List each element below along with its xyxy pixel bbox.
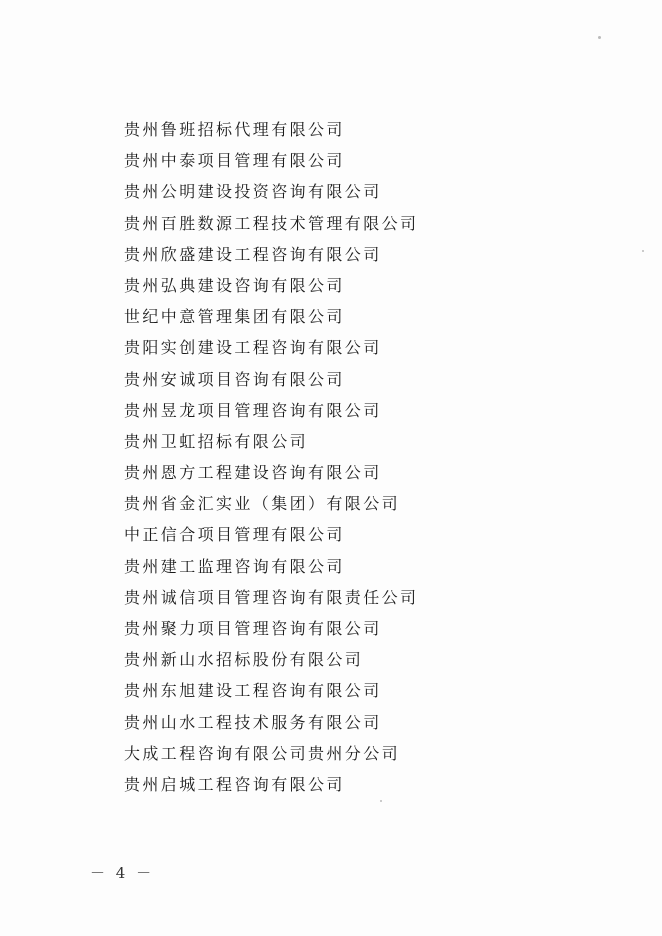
company-item: 贵州百胜数源工程技术管理有限公司	[124, 213, 419, 233]
company-item: 贵州聚力项目管理咨询有限公司	[124, 619, 382, 638]
company-item: 贵州建工监理咨询有限公司	[124, 556, 345, 576]
scan-speck	[598, 36, 601, 39]
company-item: 贵州山水工程技术服务有限公司	[124, 712, 382, 732]
company-item: 贵州公明建设投资咨询有限公司	[124, 182, 382, 202]
scan-speck	[642, 250, 644, 252]
company-item: 贵州中泰项目管理有限公司	[124, 151, 345, 171]
company-item: 世纪中意管理集团有限公司	[124, 307, 345, 327]
company-item: 贵州启城工程咨询有限公司	[124, 774, 345, 794]
company-item: 贵州东旭建设工程咨询有限公司	[124, 681, 382, 701]
company-item: 贵州卫虹招标有限公司	[124, 431, 309, 451]
company-item: 大成工程咨询有限公司贵州分公司	[124, 743, 401, 763]
scan-speck	[380, 800, 382, 802]
company-item: 贵州恩方工程建设咨询有限公司	[124, 463, 382, 483]
company-item: 贵州新山水招标股份有限公司	[124, 650, 364, 670]
company-item: 贵州昱龙项目管理咨询有限公司	[124, 400, 382, 420]
company-item: 贵阳实创建设工程咨询有限公司	[124, 338, 382, 358]
company-item: 贵州诚信项目管理咨询有限责任公司	[124, 587, 419, 607]
company-list	[124, 114, 418, 800]
company-item: 贵州欣盛建设工程咨询有限公司	[124, 244, 382, 264]
page-number: － 4 －	[90, 864, 155, 882]
company-item: 中正信合项目管理有限公司	[124, 525, 345, 545]
company-item: 贵州鲁班招标代理有限公司	[124, 120, 345, 139]
company-item: 贵州弘典建设咨询有限公司	[124, 275, 345, 295]
company-item: 贵州安诚项目咨询有限公司	[124, 369, 345, 389]
company-item: 贵州省金汇实业（集团）有限公司	[124, 494, 401, 514]
